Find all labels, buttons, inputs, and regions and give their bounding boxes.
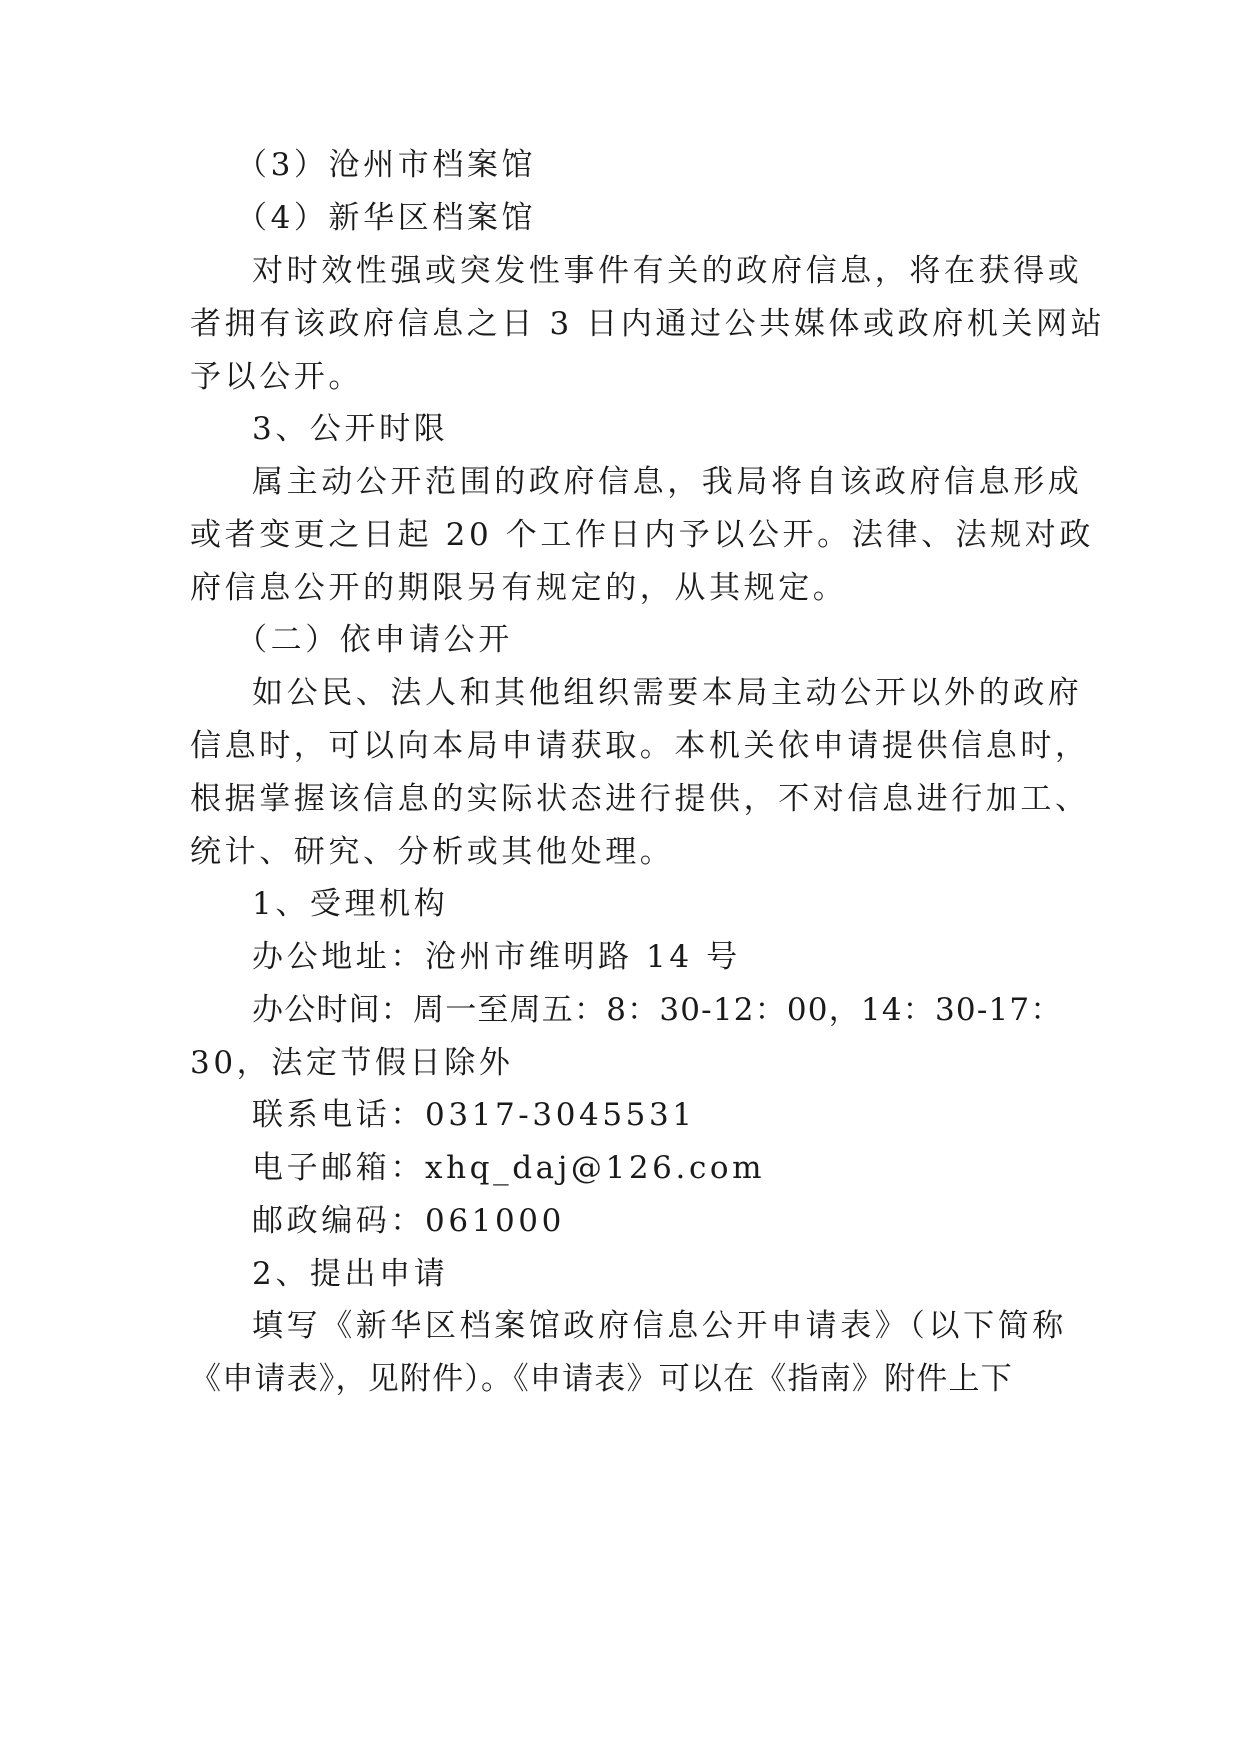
list-item-xinhua-archives: （4）新华区档案馆 [236,200,537,236]
paragraph-line: 对时效性强或突发性事件有关的政府信息，将在获得或 [252,253,1083,289]
paragraph-line: 予以公开。 [190,359,363,395]
list-item-cangzhou-archives: （3）沧州市档案馆 [236,147,537,183]
contact-email: 电子邮箱：xhq_daj@126.com [252,1150,766,1186]
office-address: 办公地址：沧州市维明路 14 号 [252,939,741,975]
paragraph-line: 者拥有该政府信息之日 3 日内通过公共媒体或政府机关网站 [190,306,1106,342]
paragraph-line: 统计、研究、分析或其他处理。 [190,834,675,870]
paragraph-line: 属主动公开范围的政府信息，我局将自该政府信息形成 [252,464,1083,500]
section-heading-on-application-disclosure: （二）依申请公开 [236,622,513,658]
office-hours-continued: 30，法定节假日除外 [190,1045,514,1081]
paragraph-line: 《申请表》，见附件）。《申请表》可以在《指南》附件上下 [190,1361,1013,1397]
paragraph-line: 府信息公开的期限另有规定的，从其规定。 [190,570,848,606]
paragraph-line: 信息时，可以向本局申请获取。本机关依申请提供信息时， [190,728,1090,764]
section-heading-receiving-agency: 1、受理机构 [252,886,449,922]
paragraph-line: 如公民、法人和其他组织需要本局主动公开以外的政府 [252,675,1083,711]
section-heading-disclosure-time-limit: 3、公开时限 [252,411,449,447]
office-hours: 办公时间：周一至周五：8：30-12：00，14：30-17： [252,992,1063,1028]
paragraph-line: 根据掌握该信息的实际状态进行提供，不对信息进行加工、 [190,781,1090,817]
paragraph-line: 填写《新华区档案馆政府信息公开申请表》（以下简称 [252,1308,1067,1344]
section-heading-submit-application: 2、提出申请 [252,1256,449,1292]
contact-phone: 联系电话：0317-3045531 [252,1097,696,1133]
postal-code: 邮政编码：061000 [252,1203,565,1239]
paragraph-line: 或者变更之日起 20 个工作日内予以公开。法律、法规对政 [190,517,1094,553]
